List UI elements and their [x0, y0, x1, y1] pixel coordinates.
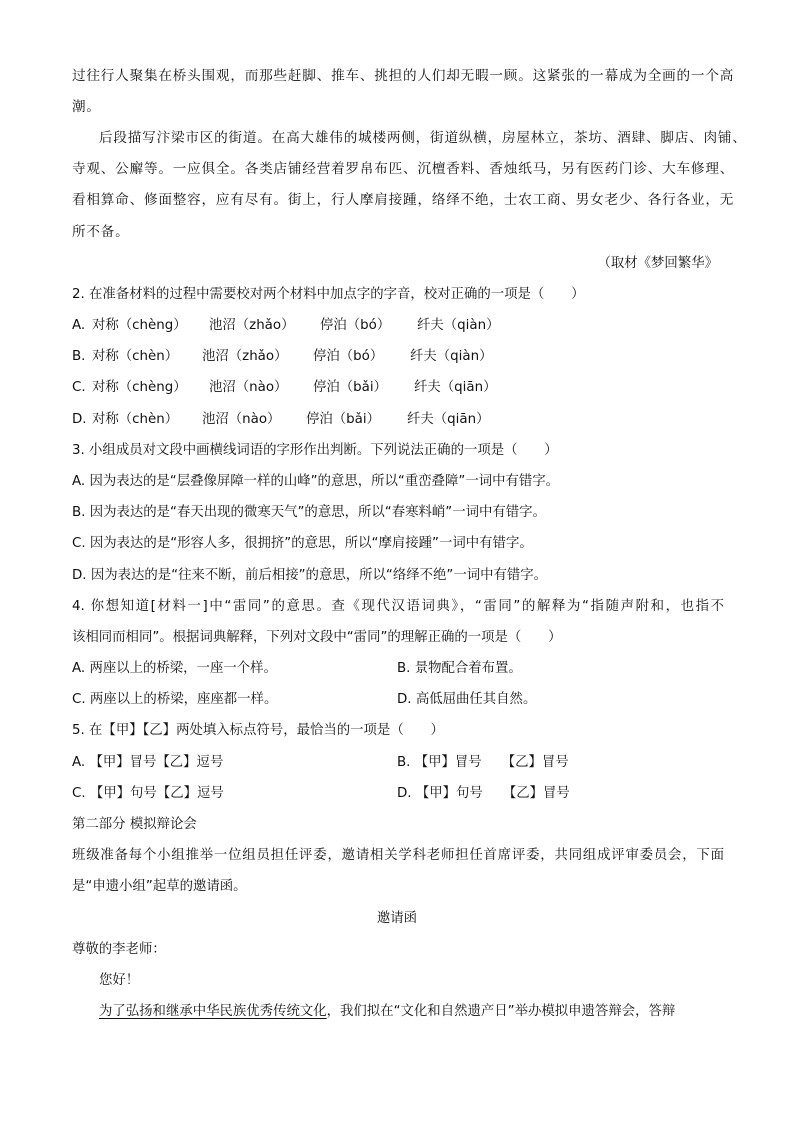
q2-stem: 2. 在准备材料的过程中需要校对两个材料中加点字的字音，校对正确的一项是（ ） — [72, 287, 585, 302]
q2-option-word-4: 纤夫（qiàn） — [417, 318, 500, 333]
q2-option-word-1: 对称（chèn） — [92, 412, 179, 427]
passage-line-3: 后段描写汴梁市区的街道。在高大雄伟的城楼两侧，街道纵横，房屋林立，茶坊、酒肆、脚店、肉铺、 — [99, 130, 747, 146]
letter-title: 邀请函 — [376, 911, 418, 926]
q5-stem: 5. 在【甲】【乙】两处填入标点符号，最恰当的一项是（ ） — [72, 723, 444, 738]
q4-option-b: B. 景物配合着布置。 — [397, 661, 522, 676]
letter-body-text: ，我们拟在“文化和自然遗产日”举办模拟申遗答辩会，答辩 — [326, 1004, 676, 1019]
letter-salutation: 尊敬的李老师： — [72, 942, 166, 957]
q3-option-b: B. 因为表达的是“春天出现的微寒天气”的意思，所以“春寒料峭”一词中有错字。 — [72, 505, 546, 520]
q2-option-word-1: 对称（chèng） — [92, 318, 187, 333]
passage-line-4: 寺观、公廨等。一应俱全。各类店铺经营着罗帛布匹、沉檀香料、香烛纸马，另有医药门诊、大车修理、 — [72, 161, 735, 177]
q3-option-a: A. 因为表达的是“层叠像屏障一样的山峰”的意思，所以“重峦叠障”一词中有错字。 — [72, 474, 560, 489]
q3-stem: 3. 小组成员对文段中画横线词语的字形作出判断。下列说法正确的一项是（ ） — [72, 443, 558, 458]
q4-option-c: C. 两座以上的桥梁，座座都一样。 — [72, 692, 278, 707]
q2-option-word-4: 纤夫（qiàn） — [410, 349, 493, 364]
q5-option-d: D. 【甲】句号 【乙】冒号 — [397, 786, 570, 801]
q2-option-word-1: 对称（chèn） — [92, 349, 179, 364]
q5-option-a: A. 【甲】冒号【乙】逗号 — [72, 755, 224, 770]
underlined-phrase: 为了弘扬和继承中华民族优秀传统文化 — [99, 1004, 327, 1019]
q2-option-word-2: 池沼（nào） — [202, 412, 281, 427]
q3-option-d: D. 因为表达的是“往来不断，前后相接”的意思，所以“络绎不绝”一词中有错字。 — [72, 568, 548, 583]
q2-option-letter: D. — [72, 412, 87, 427]
q2-option-letter: C. — [72, 380, 86, 395]
q4-stem-line-1: 4. 你想知道[材料一]中“雷同”的意思。查《现代汉语词典》，“雷同”的解释为“指随声附和，也指不 — [72, 599, 724, 614]
q2-option-word-2: 池沼（nào） — [209, 380, 288, 395]
q2-option-word-2: 池沼（zhǎo） — [202, 349, 288, 364]
part2-heading: 第二部分 模拟辩论会 — [72, 817, 197, 832]
part2-intro-line-2: 是“申遗小组”起草的邀请函。 — [72, 879, 247, 894]
letter-greeting: 您好！ — [99, 973, 140, 988]
q4-option-d: D. 高低屈曲任其自然。 — [397, 692, 537, 707]
q2-option-letter: B. — [72, 349, 86, 364]
q4-option-a: A. 两座以上的桥梁，一座一个样。 — [72, 661, 277, 676]
q3-option-c: C. 因为表达的是“形容人多，很拥挤”的意思，所以“摩肩接踵”一词中有错字。 — [72, 536, 533, 551]
q2-option-word-3: 停泊（bó） — [313, 349, 384, 364]
q2-option-word-3: 停泊（bó） — [320, 318, 391, 333]
passage-line-6: 所不备。 — [72, 224, 130, 240]
q2-option-word-3: 停泊（bǎi） — [306, 412, 380, 427]
letter-body-line-1 — [99, 1002, 724, 1022]
q2-option-word-4: 纤夫（qiān） — [414, 380, 497, 395]
passage-source: （取材《梦回繁华》 — [597, 256, 718, 271]
passage-line-5: 看相算命、修面整容，应有尽有。街上，行人摩肩接踵，络绎不绝，士农工商、男女老少、各行各业，无 — [72, 192, 735, 208]
q2-option-word-3: 停泊（bǎi） — [313, 380, 387, 395]
q2-option-letter: A. — [72, 318, 86, 333]
q5-option-c: C. 【甲】句号【乙】逗号 — [72, 786, 224, 801]
q2-option-word-1: 对称（chèng） — [92, 380, 187, 395]
q2-option-word-4: 纤夫（qiān） — [407, 412, 490, 427]
q2-option-word-2: 池沼（zhǎo） — [209, 318, 295, 333]
q4-stem-line-2: 该相同而相同”。根据词典解释，下列对文段中“雷同”的理解正确的一项是（ ） — [72, 630, 562, 645]
passage-line-1: 过往行人聚集在桥头围观，而那些赶脚、推车、挑担的人们却无暇一顾。这紧张的一幕成为全画的一个高 — [72, 68, 735, 84]
part2-intro-line-1: 班级准备每个小组推举一位组员担任评委，邀请相关学科老师担任首席评委，共同组成评审委员会，下面 — [72, 848, 724, 863]
passage-line-2: 潮。 — [72, 99, 101, 115]
q5-option-b: B. 【甲】冒号 【乙】冒号 — [397, 755, 569, 770]
